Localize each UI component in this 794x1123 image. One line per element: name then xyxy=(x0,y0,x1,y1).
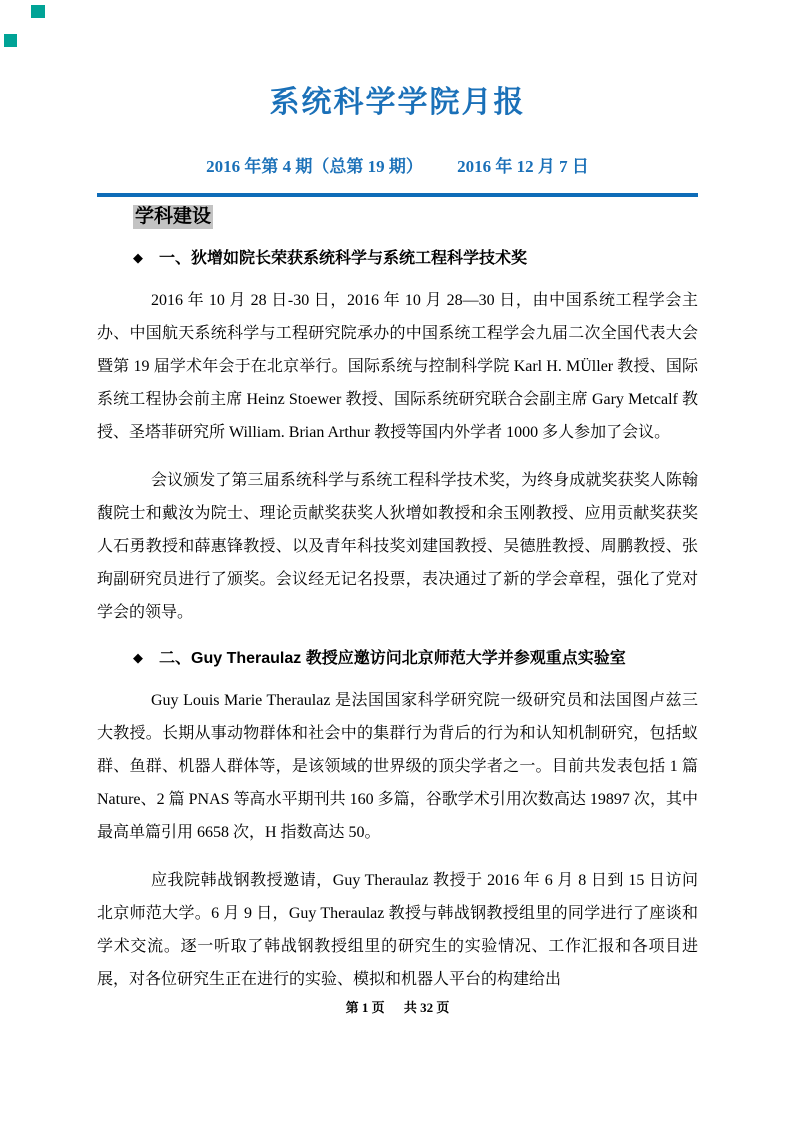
news-item-2-title: 二、Guy Theraulaz 教授应邀访问北京师范大学并参观重点实验室 xyxy=(159,650,626,667)
issue-line xyxy=(97,156,698,178)
news-item-2-heading xyxy=(133,648,698,669)
corner-marker-square-1 xyxy=(31,5,45,18)
header-divider-rule xyxy=(97,193,698,197)
news-item-1-title: 一、狄增如院长荣获系统科学与系统工程科学技术奖 xyxy=(159,250,528,267)
news-item-1-heading xyxy=(133,248,698,269)
news-item-2-paragraph-2: 应我院韩战钢教授邀请，Guy Theraulaz 教授于 2016 年 6 月 8 日到 15 日访问北京师范大学。6 月 9 日，Guy Theraulaz 教授与韩战钢教授组里的同学进行了座谈和学术交流。逐一听取了韩战钢教授组里的研究生的实验情况、工作汇报和各项目进展，对各位研究生正在进行的实验、模拟和机器人平台的构建给出 xyxy=(97,872,698,988)
diamond-bullet-icon: ◆ xyxy=(133,250,143,265)
section-heading-row xyxy=(133,205,698,229)
page-content xyxy=(97,0,698,996)
diamond-bullet-icon: ◆ xyxy=(133,650,143,665)
issue-number: 2016 年第 4 期（总第 19 期） xyxy=(206,157,423,176)
news-item-1-paragraph-2: 会议颁发了第三届系统科学与系统工程科学技术奖，为终身成就奖获奖人陈翰馥院士和戴汝为院士、理论贡献奖获奖人狄增如教授和余玉刚教授、应用贡献奖获奖人石勇教授和薛惠锋教授、以及青年科技奖刘建国教授、吴德胜教授、周鹏教授、张珣副研究员进行了颁奖。会议经无记名投票，表决通过了新的学会章程，强化了党对学会的领导。 xyxy=(97,472,698,621)
news-item-2-paragraph-1: Guy Louis Marie Theraulaz 是法国国家科学研究院一级研究员和法国图卢兹三大教授。长期从事动物群体和社会中的集群行为背后的行为和认知机制研究，包括蚁群、鱼群、机器人群体等，是该领域的世界级的顶尖学者之一。目前共发表包括 1 篇 Nature、2 篇 PNAS 等高水平期刊共 160 多篇，谷歌学术引用次数高达 19897 次，其中最高单篇引用 6658 次，H 指数高达 50。 xyxy=(97,692,698,841)
news-item-1-paragraph-1: 2016 年 10 月 28 日-30 日，2016 年 10 月 28—30 日，由中国系统工程学会主办、中国航天系统科学与工程研究院承办的中国系统工程学会九届二次全国代表大会暨第 19 届学术年会于在北京举行。国际系统与控制科学院 Karl H. MÜller 教授、国际系统工程协会前主席 Heinz Stoewer 教授、国际系统研究联合会副主席 Gary Metcalf 教授、圣塔菲研究所 William. Brian Arthur 教授等国内外学者 1000 多人参加了会议。 xyxy=(97,292,698,441)
page-number: 第 1 页 xyxy=(345,1000,385,1015)
section-heading: 学科建设 xyxy=(135,206,212,227)
report-title: 系统科学学院月报 xyxy=(269,86,526,119)
page-footer xyxy=(97,997,698,1016)
corner-marker-square-2 xyxy=(4,34,17,47)
total-pages: 共 32 页 xyxy=(403,1000,450,1015)
issue-date: 2016 年 12 月 7 日 xyxy=(457,157,589,176)
